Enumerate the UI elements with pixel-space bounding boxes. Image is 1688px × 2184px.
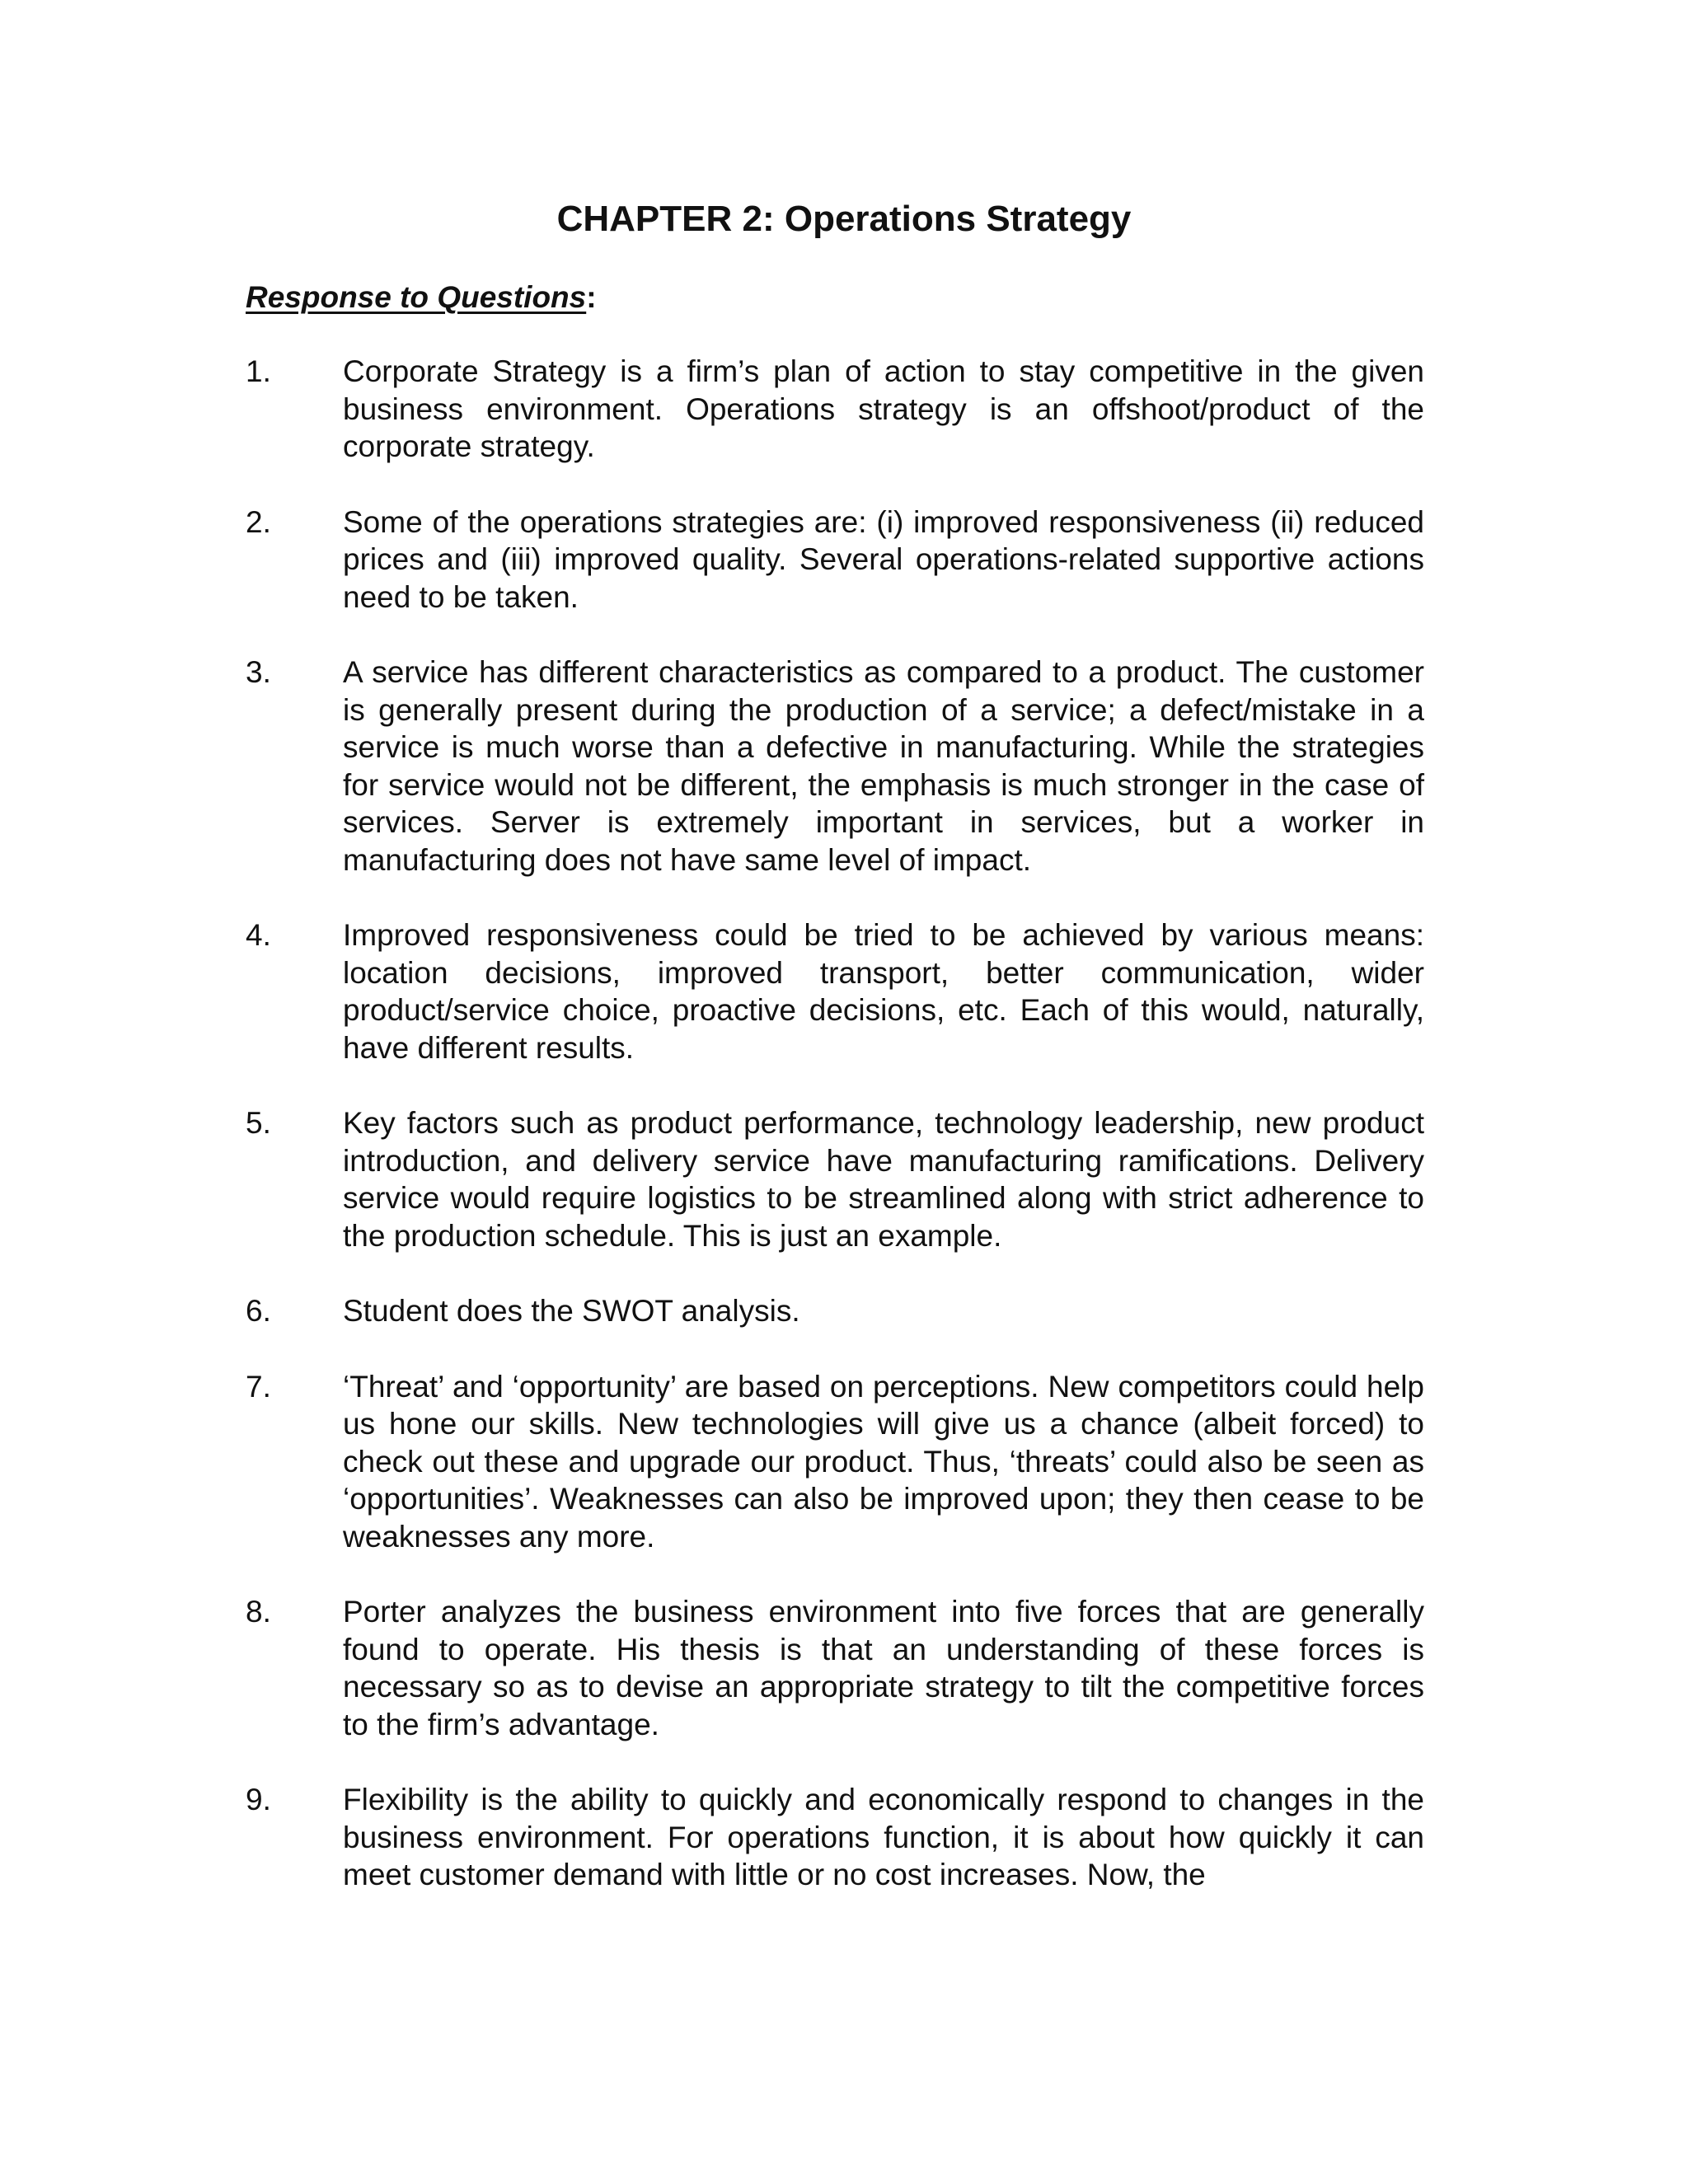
item-number: 5. bbox=[246, 1106, 271, 1140]
item-number: 6. bbox=[246, 1294, 271, 1328]
item-text: Flexibility is the ability to quickly and economically respond to changes in the business environment. For operations function, it is about how quickly it can meet customer demand with little or no cost increases. Now, the bbox=[343, 1783, 1424, 1891]
item-text: Student does the SWOT analysis. bbox=[343, 1294, 800, 1328]
item-number: 3. bbox=[246, 655, 271, 689]
item-number: 1. bbox=[246, 354, 271, 388]
list-item bbox=[246, 1781, 1424, 1894]
item-text: A service has different characteristics as compared to a product. The customer is generally present during the production of a service; a defect/mistake in a service is much worse than a defective in manufacturing. While the strategies for service would not be different, the emphasis is much stronger in the case of services. Server is extremely important in services, but a worker in manufacturing does not have same level of impact. bbox=[343, 655, 1424, 877]
section-subheading bbox=[246, 279, 597, 316]
item-text: Improved responsiveness could be tried to be achieved by various means: location decisions, improved transport, better communication, wider product/service choice, proactive decisions, etc. Each of this would, naturally, have different results. bbox=[343, 918, 1424, 1065]
item-text: Porter analyzes the business environment into five forces that are generally found to operate. His thesis is that an understanding of these forces is necessary so as to devise an appropriate strategy to tilt the competitive forces to the firm’s advantage. bbox=[343, 1595, 1424, 1741]
item-text: ‘Threat’ and ‘opportunity’ are based on perceptions. New competitors could help us hone our skills. New technologies will give us a chance (albeit forced) to check out these and upgrade our product. Thus, ‘threats’ could also be seen as ‘opportunities’. Weaknesses can also be improved upon; they then cease to be weaknesses any more. bbox=[343, 1369, 1424, 1554]
list-item bbox=[246, 654, 1424, 879]
subheading-text: Response to Questions bbox=[246, 280, 587, 314]
list-item bbox=[246, 916, 1424, 1066]
item-number: 9. bbox=[246, 1783, 271, 1816]
item-text: Corporate Strategy is a firm’s plan of action to stay competitive in the given business environment. Operations strategy is an offshoot/product of the corporate strategy. bbox=[343, 354, 1424, 463]
item-number: 2. bbox=[246, 504, 271, 539]
list-item bbox=[246, 1104, 1424, 1254]
item-text: Some of the operations strategies are: (i) improved responsiveness (ii) reduced prices and (iii) improved quality. Several operations-related supportive actions need to be taken. bbox=[343, 504, 1424, 614]
item-number: 8. bbox=[246, 1595, 271, 1629]
item-number: 7. bbox=[246, 1369, 271, 1404]
list-item bbox=[246, 504, 1424, 616]
list-item bbox=[246, 353, 1424, 466]
list-item bbox=[246, 1368, 1424, 1556]
item-text: Key factors such as product performance, technology leadership, new product introduction, and delivery service have manufacturing ramifications. Delivery service would require logistics to be streamlined along with strict adherence to the production schedule. This is just an example. bbox=[343, 1106, 1424, 1253]
list-item bbox=[246, 1292, 1424, 1330]
response-list bbox=[246, 353, 1424, 1932]
subheading-colon: : bbox=[586, 280, 597, 314]
chapter-title: CHAPTER 2: Operations Strategy bbox=[556, 199, 1132, 239]
item-number: 4. bbox=[246, 918, 271, 952]
list-item bbox=[246, 1593, 1424, 1743]
